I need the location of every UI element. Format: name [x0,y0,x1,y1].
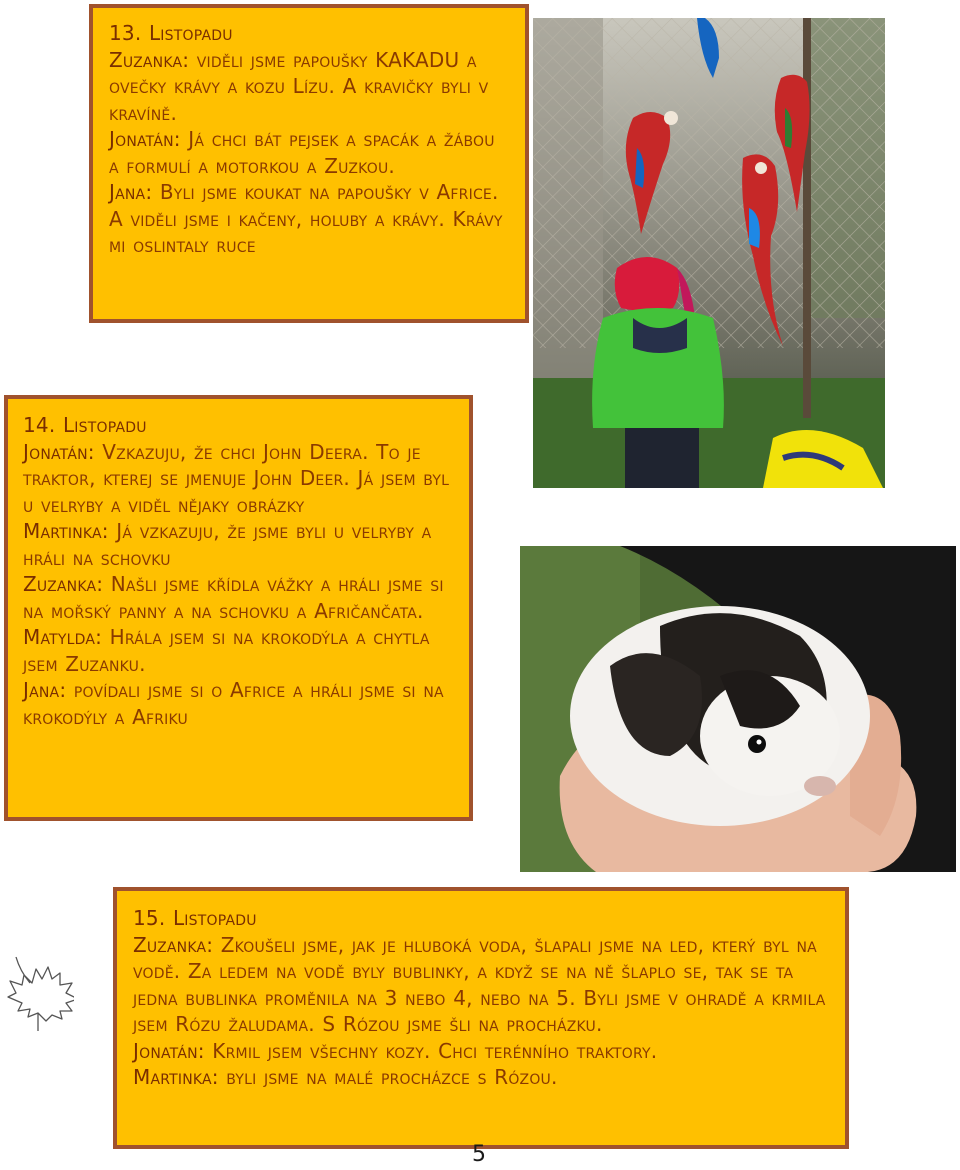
speaker-name: Martinka: [23,519,109,543]
photo-guinea-pig-in-hands [520,546,956,872]
speaker-name: Zuzanka: [133,932,214,957]
speaker-name: Zuzanka: [23,572,104,596]
note-box-15-november [113,887,849,1149]
speaker-name: Martinka: [133,1065,219,1089]
entry-text: viděli jsme papoušky KAKADU a ovečky krávy a kozu Lízu. A kravičky byli v kravíně. [109,47,489,125]
page-number: 5 [472,1142,486,1167]
entry-text: Vzkazuju, že chci John Deera. To je traktor, kterej se jmenuje John Deer. Já jsem byl u velryby a viděl nějaky obrázky [23,439,450,517]
entry [23,677,459,730]
entry [23,439,459,519]
speaker-name: Jana: [109,180,153,204]
day-heading: 15. Listopadu [133,906,257,930]
entry [23,518,459,571]
entry [109,47,511,127]
entry-text: Našli jsme křídla vážky a hráli jsme si na mořský panny a na schovku a Afričančata. [23,572,444,623]
speaker-name: Matylda: [23,625,103,649]
entry [133,1038,833,1065]
entry-text: Hrála jsem si na krokodýla a chytla jsem Zuzanku. [23,625,430,676]
entry [109,126,511,179]
note-box-13-november [89,4,529,323]
entry-text: byli jsme na malé procházce s Rózou. [218,1065,558,1089]
speaker-name: Jana: [23,678,67,702]
day-heading: 14. Listopadu [23,413,147,437]
entry-text: Já chci bát pejsek a spacák a žábou a formulí a motorkou a Zuzkou. [109,127,495,178]
entry-text: Krmil jsem všechny kozy. Chci terénního traktory. [204,1038,658,1063]
photo-child-with-parrots [533,18,885,488]
entry-text: Já vzkazuju, že jsme byli u velryby a hráli na schovku [23,519,432,570]
entry [133,1064,833,1091]
maple-leaf-icon [2,955,74,1035]
speaker-name: Jonatán: [23,439,95,464]
speaker-name: Zuzanka: [109,47,190,72]
entry [109,179,511,259]
entry [23,624,459,677]
speaker-name: Jonatán: [109,127,181,151]
entry-text: povídali jsme si o Africe a hráli jsme si na krokodýly a Afriku [23,678,444,729]
note-box-14-november [4,395,473,821]
entry [23,571,459,624]
speaker-name: Jonatán: [133,1038,205,1063]
entry [133,932,833,1038]
day-heading: 13. Listopadu [109,21,233,45]
entry-text: Byli jsme koukat na papoušky v Africe. A viděli jsme i kačeny, holuby a krávy. Krávy mi oslintaly ruce [109,180,503,257]
entry-text: Zkoušeli jsme, jak je hluboká voda, šlapali jsme na led, který byl na vodě. Za ledem na vodě byly bublinky, a když se na ně šlaplo se, tak se ta jedna bublinka proměnila na 3 nebo 4, nebo na 5. Byli jsme v ohradě a krmila jsem Rózu žaludama. S Rózou jsme šli na procházku. [133,932,826,1036]
